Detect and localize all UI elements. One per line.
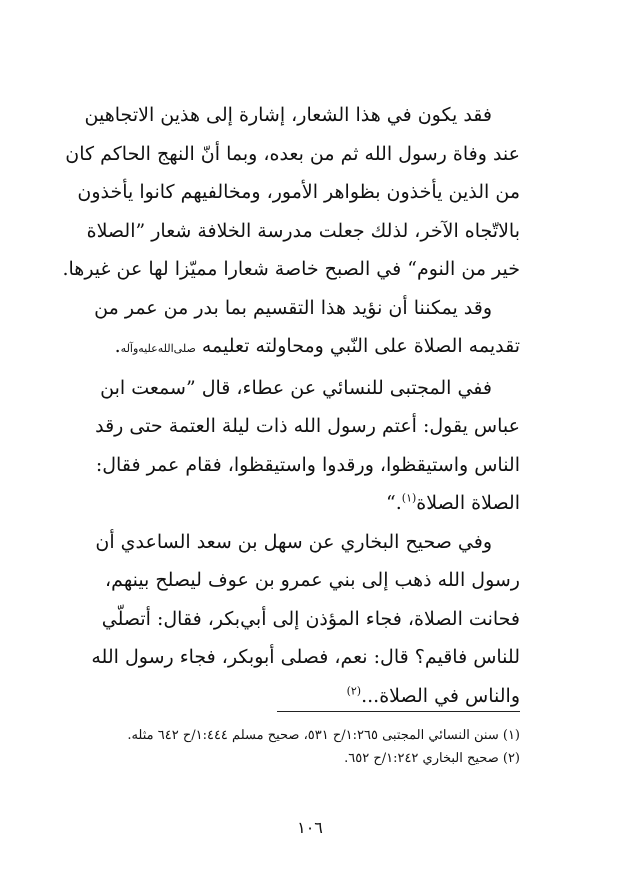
text-line: عند وفاة رسول الله ثم من بعده، وبما أنّ النهج الحاكم كان (65, 142, 520, 165)
paragraph-2 (94, 289, 520, 369)
paragraph-3 (95, 369, 520, 523)
footnote-ref-2[interactable]: (٢) (346, 684, 362, 698)
paragraph-1 (62, 96, 520, 289)
text-line: بالاتّجاه الآخر، لذلك جعلت مدرسة الخلافة شعار ”الصلاة (86, 219, 520, 242)
text-line: ففي المجتبى للنسائي عن عطاء، قال ”سمعت ابن (100, 376, 492, 399)
honorific-mark: صلى‌الله‌عليه‌وآله (120, 342, 196, 355)
paragraph-4 (91, 523, 520, 716)
line-end: . (114, 335, 121, 357)
text-line (110, 677, 520, 716)
footnote-1: (١) سنن النسائي المجتبى ١:٢٦٥/ح ٥٣١، صحيح مسلم ١:٤٤٤/ح ٦٤٢ مثله. (127, 728, 520, 743)
text-fragment: تقديمه الصلاة على النّبي ومحاولته تعليمه (201, 335, 520, 357)
text-line: عباس يقول: أعتم رسول الله ذات ليلة العتمة حتى رقد (95, 415, 520, 437)
main-text (62, 96, 520, 715)
text-line: رسول الله ذهب إلى بني عمرو بن عوف ليصلح بينهم، (105, 569, 520, 591)
text-line (110, 327, 520, 369)
text-line: فحانت الصلاة، فجاء المؤذن إلى أبي‌بكر، فقال: أتصلّي (101, 607, 520, 630)
text-fragment: والناس في الصلاة... (361, 684, 520, 707)
footnotes (110, 724, 520, 770)
text-line: وفي صحيح البخاري عن سهل بن سعد الساعدي أن (95, 530, 492, 553)
text-line: الناس واستيقظوا، ورقدوا واستيقظوا، فقام عمر فقال: (95, 453, 520, 476)
text-line (110, 484, 520, 523)
text-fragment: الصلاة الصلاة (416, 492, 520, 514)
text-line: خير من النوم“ في الصبح خاصة شعارا مميّزا لها عن غيرها. (62, 258, 520, 280)
text-line: فقد يكون في هذا الشعار، إشارة إلى هذين الاتجاهين (84, 104, 492, 126)
page-number: ١٠٦ (297, 818, 323, 837)
text-line: وقد يمكننا أن نؤيد هذا التقسيم بما بدر من عمر من (94, 296, 492, 319)
text-line: للناس فاقيم؟ قال: نعم، فصلى أبوبكر، فجاء رسول الله (91, 646, 520, 668)
footnote-ref-1[interactable]: (١) (401, 491, 417, 505)
footnote-2: (٢) صحيح البخاري ١:٢٤٢/ح ٦٥٢. (344, 751, 520, 766)
footnote-divider (277, 711, 520, 712)
text-line: من الذين يأخذون بظواهر الأمور، ومخالفيهم كانوا يأخذون (77, 181, 520, 203)
line-end: .“ (386, 492, 402, 514)
